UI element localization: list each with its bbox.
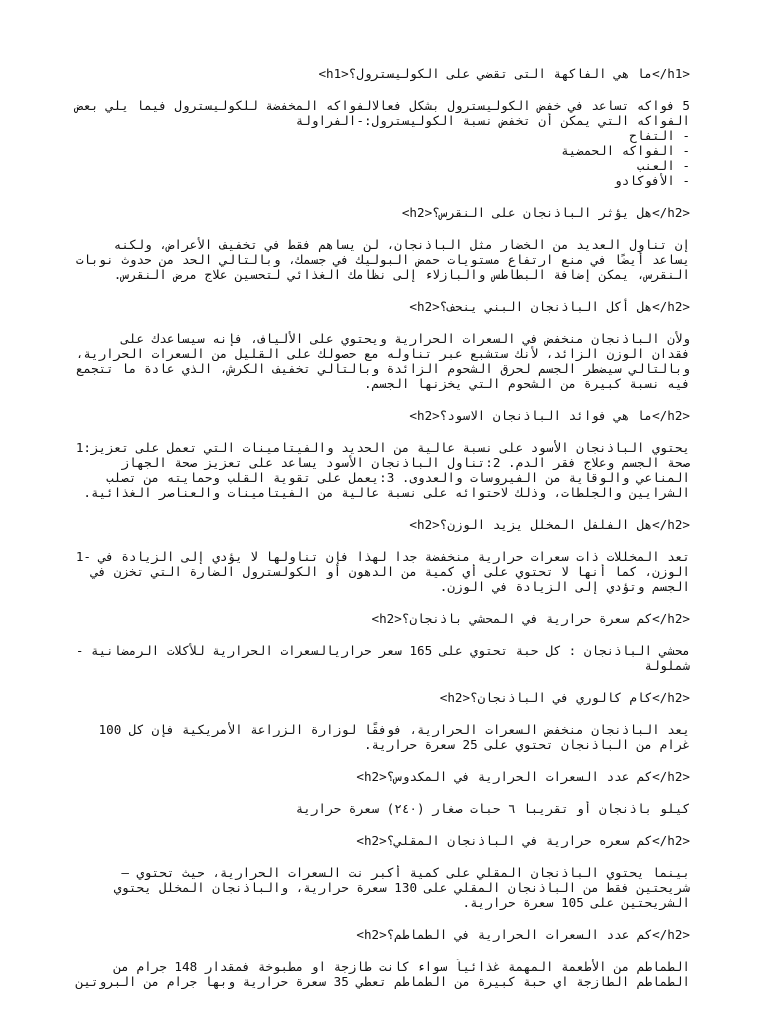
paragraph xyxy=(70,331,690,391)
paragraph-line: يحتوي الباذنجان الأسود على نسبة عالية من الحديد والفيتامينات التي تعمل على تعزيز:1 xyxy=(75,440,690,455)
paragraph-line: يساعد أيضًا في منع ارتفاع مستويات حمض البوليك في جسمك، وبالتالي الحد من حدوث نوبات xyxy=(75,252,690,267)
section-heading: <h2>ما هي فوائد الباذنجان الاسود؟</h2> xyxy=(409,408,690,423)
section-heading: <h2>هل الفلفل المخلل يزيد الوزن؟</h2> xyxy=(409,517,690,532)
paragraph-line: - الأفوكادو xyxy=(614,173,690,188)
paragraph-line: كيلو باذنجان أو تقريبا ٦ حبات صغار (٢٤٠) سعرة حرارية xyxy=(295,801,690,816)
paragraph-line: فقدان الوزن الزائد، لأنك ستشبع عبر تناوله مع حصولك على القليل من السعرات الحرارية، xyxy=(75,346,690,361)
paragraph xyxy=(70,440,690,500)
section-heading: <h2>كم عدد السعرات الحرارية في الطماطم؟</h2> xyxy=(356,927,690,942)
paragraph xyxy=(70,865,690,910)
paragraph-line: شملولة xyxy=(644,658,690,673)
paragraph-line: الشرايين والجلطات، وذلك لاحتوائه على نسبة عالية من الفيتامينات والعناصر الغذائية. xyxy=(83,485,690,500)
paragraph-line: غرام من الباذنجان تحتوي على 25 سعرة حرارية. xyxy=(363,737,690,752)
paragraph-line: فيه نسبة كبيرة من الشحوم التي يخزنها الجسم. xyxy=(363,376,690,391)
paragraph-line: - الفواكه الحمضية xyxy=(561,143,690,158)
paragraph xyxy=(70,801,690,816)
section-heading: <h2>كام كالوري في الباذنجان؟</h2> xyxy=(439,690,690,705)
paragraph-line: - التفاح xyxy=(629,128,690,143)
paragraph-line: الوزن، كما أنها لا تحتوي على أي كمية من الدهون أو الكولسترول الضارة التي تخزن في xyxy=(91,564,690,579)
paragraph-line: الطماطم من الأطعمة المهمة غذائياً سواء كانت طازجة او مطبوخة فمقدار 148 جرام من xyxy=(113,959,690,974)
paragraph-line: الجسم وتؤدي إلى الزيادة في الوزن. xyxy=(439,579,690,594)
paragraph-line: 5 فواكه تساعد في خفض الكوليسترول بشكل فعالالفواكه المخفضة للكوليسترول فيما يلي بعض xyxy=(75,98,690,113)
paragraph-line: النقرس، يمكن إضافة البطاطس والبازلاء إلى نظامك الغذائي لتحسين علاج مرض النقرس. xyxy=(113,267,690,282)
section-heading: <h2>كم سعره حرارية في الباذنجان المقلي؟</h2> xyxy=(356,833,690,848)
paragraph-line: بينما يحتوي الباذنجان المقلي على كمية أكبر نت السعرات الحرارية، حيث تحتوي – xyxy=(121,865,690,880)
paragraph xyxy=(70,237,690,282)
paragraph xyxy=(70,959,690,989)
paragraph-line: الفواكه التي يمكن أن تخفض نسبة الكوليسترول:-الفراولة xyxy=(295,113,690,128)
section-heading: <h1>ما هي الفاكهة التى تقضي على الكوليسترول؟</h1> xyxy=(318,66,690,81)
section-heading: <h2>هل أكل الباذنجان البني ينحف؟</h2> xyxy=(409,299,690,314)
section-heading: <h2>كم عدد السعرات الحرارية في المكدوس؟</h2> xyxy=(356,769,690,784)
paragraph-line: صحة الجسم وعلاج فقر الدم. 2:تناول الباذنجان الأسود يساعد على تعزيز صحة الجهاز xyxy=(121,455,690,470)
paragraph-line: الطماطم الطازجة اي حبة كبيرة من الطماطم تعطي 35 سعرة حرارية وبها جرام من البروتين xyxy=(75,974,690,989)
paragraph-line: شريحتين فقط من الباذنجان المقلي على 130 سعرة حرارية، والباذنجان المخلل يحتوي xyxy=(113,880,690,895)
section-heading: <h2>كم سعرة حرارية في المحشي باذنجان؟</h2> xyxy=(371,611,690,626)
paragraph-line: وبالتالي سيضطر الجسم لحرق الشحوم الزائدة وبالتالي تخفيف الكرش، الذي عادة ما تتجمع xyxy=(75,361,690,376)
paragraph-line: يعد الباذنجان منخفض السعرات الحرارية، فوفقًا لوزارة الزراعة الأمريكية فإن كل 100 xyxy=(98,722,690,737)
paragraph-line: المناعي والوقاية من الفيروسات والعدوى. 3:يعمل على تقوية القلب وحمايته من تصلب xyxy=(106,470,690,485)
document-page xyxy=(70,66,690,1006)
paragraph-line: - العنب xyxy=(636,158,690,173)
paragraph-line: تعد المخللات ذات سعرات حرارية منخفضة جدا لهذا فإن تناولها لا يؤدي إلى الزيادة في -1 xyxy=(75,549,690,564)
paragraph-line: ولأن الباذنجان منخفض في السعرات الحرارية ويحتوي على الألياف، فإنه سيساعدك على xyxy=(121,331,690,346)
paragraph xyxy=(70,98,690,188)
section-heading: <h2>هل يؤثر الباذنجان على النقرس؟</h2> xyxy=(401,205,690,220)
paragraph xyxy=(70,722,690,752)
paragraph xyxy=(70,549,690,594)
paragraph-line: الشريحتين على 105 سعرة حرارية. xyxy=(462,895,690,910)
paragraph-line: محشي الباذنجان : كل حبة تحتوي على 165 سعر حراريالسعرات الحرارية للأكلات الرمضانية - xyxy=(75,643,690,658)
paragraph-line: إن تناول العديد من الخضار مثل الباذنجان، لن يساهم فقط في تخفيف الأعراض، ولكنه xyxy=(113,237,690,252)
paragraph xyxy=(70,643,690,673)
